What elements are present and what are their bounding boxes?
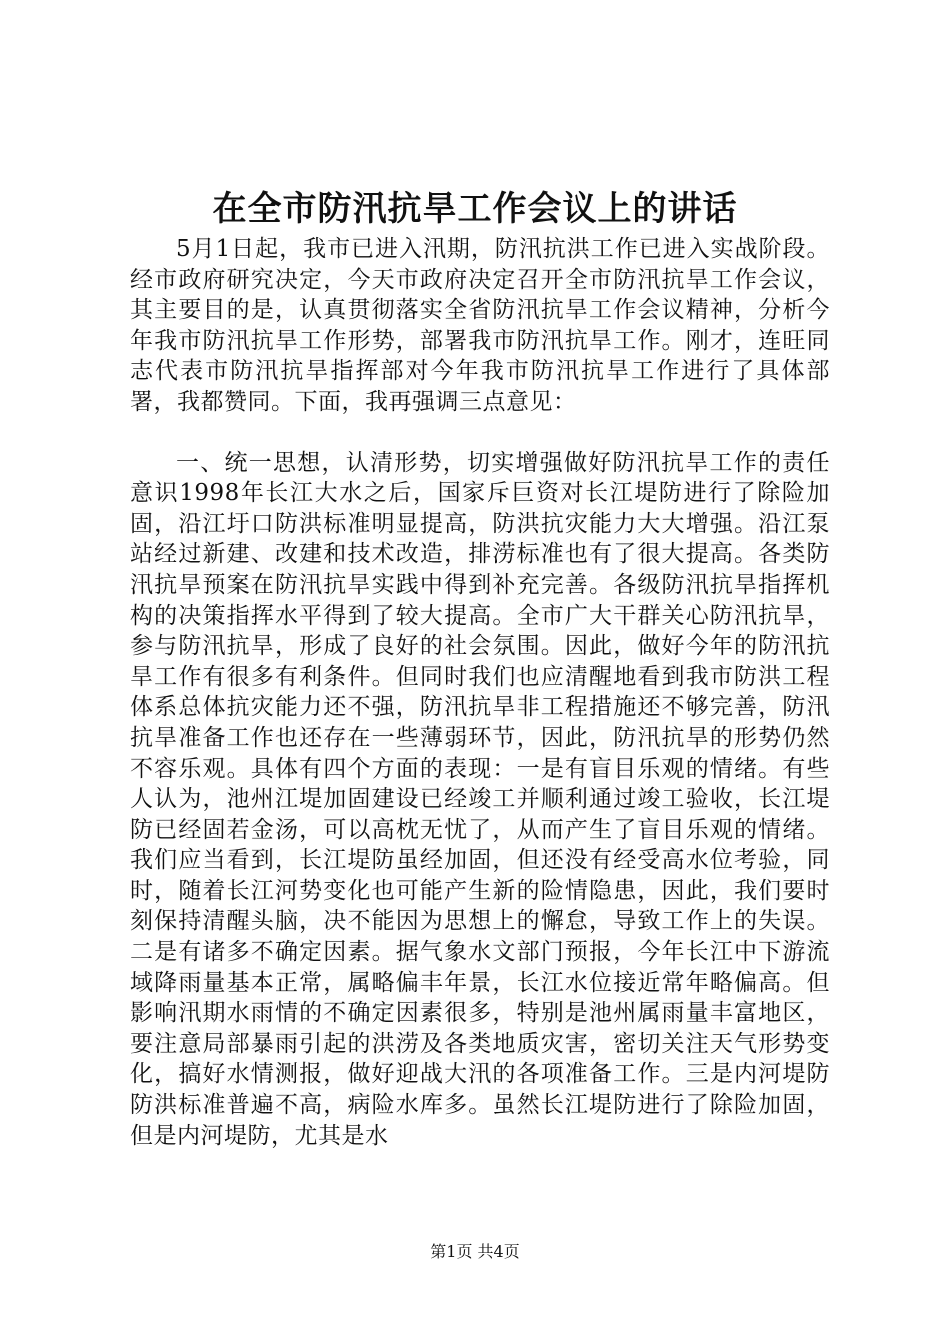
page-number-footer: 第1页 共4页 (430, 1242, 520, 1261)
document-body (130, 234, 830, 1151)
paragraph-intro: 5月1日起，我市已进入汛期，防汛抗洪工作已进入实战阶段。经市政府研究决定，今天市政府决定召开全市防汛抗旱工作会议，其主要目的是，认真贯彻落实全省防汛抗旱工作会议精神，分析今年我市防汛抗旱工作形势，部署我市防汛抗旱工作。刚才，连旺同志代表市防汛抗旱指挥部对今年我市防汛抗旱工作进行了具体部署，我都赞同。下面，我再强调三点意见： (130, 236, 830, 415)
document-title: 在全市防汛抗旱工作会议上的讲话 (212, 189, 738, 229)
paragraph-section-one: 一、统一思想，认清形势，切实增强做好防汛抗旱工作的责任意识1998年长江大水之后，国家斥巨资对长江堤防进行了除险加固，沿江圩口防洪标准明显提高，防洪抗灾能力大大增强。沿江泵站经过新建、改建和技术改造，排涝标准也有了很大提高。各类防汛抗旱预案在防汛抗旱实践中得到补充完善。各级防汛抗旱指挥机构的决策指挥水平得到了较大提高。全市广大干群关心防汛抗旱，参与防汛抗旱，形成了良好的社会氛围。因此，做好今年的防汛抗旱工作有很多有利条件。但同时我们也应清醒地看到我市防洪工程体系总体抗灾能力还不强，防汛抗旱非工程措施还不够完善，防汛抗旱准备工作也还存在一些薄弱环节，因此，防汛抗旱的形势仍然不容乐观。具体有四个方面的表现：一是有盲目乐观的情绪。有些人认为，池州江堤加固建设已经竣工并顺利通过竣工验收，长江堤防已经固若金汤，可以高枕无忧了，从而产生了盲目乐观的情绪。我们应当看到，长江堤防虽经加固，但还没有经受高水位考验，同时，随着长江河势变化也可能产生新的险情隐患，因此，我们要时刻保持清醒头脑，决不能因为思想上的懈怠，导致工作上的失误。二是有诸多不确定因素。据气象水文部门预报，今年长江中下游流域降雨量基本正常，属略偏丰年景，长江水位接近常年略偏高。但影响汛期水雨情的不确定因素很多，特别是池州属雨量丰富地区，要注意局部暴雨引起的洪涝及各类地质灾害，密切关注天气形势变化，搞好水情测报，做好迎战大汛的各项准备工作。三是内河堤防防洪标准普遍不高，病险水库多。虽然长江堤防进行了除险加固，但是内河堤防，尤其是水 (130, 449, 830, 1149)
